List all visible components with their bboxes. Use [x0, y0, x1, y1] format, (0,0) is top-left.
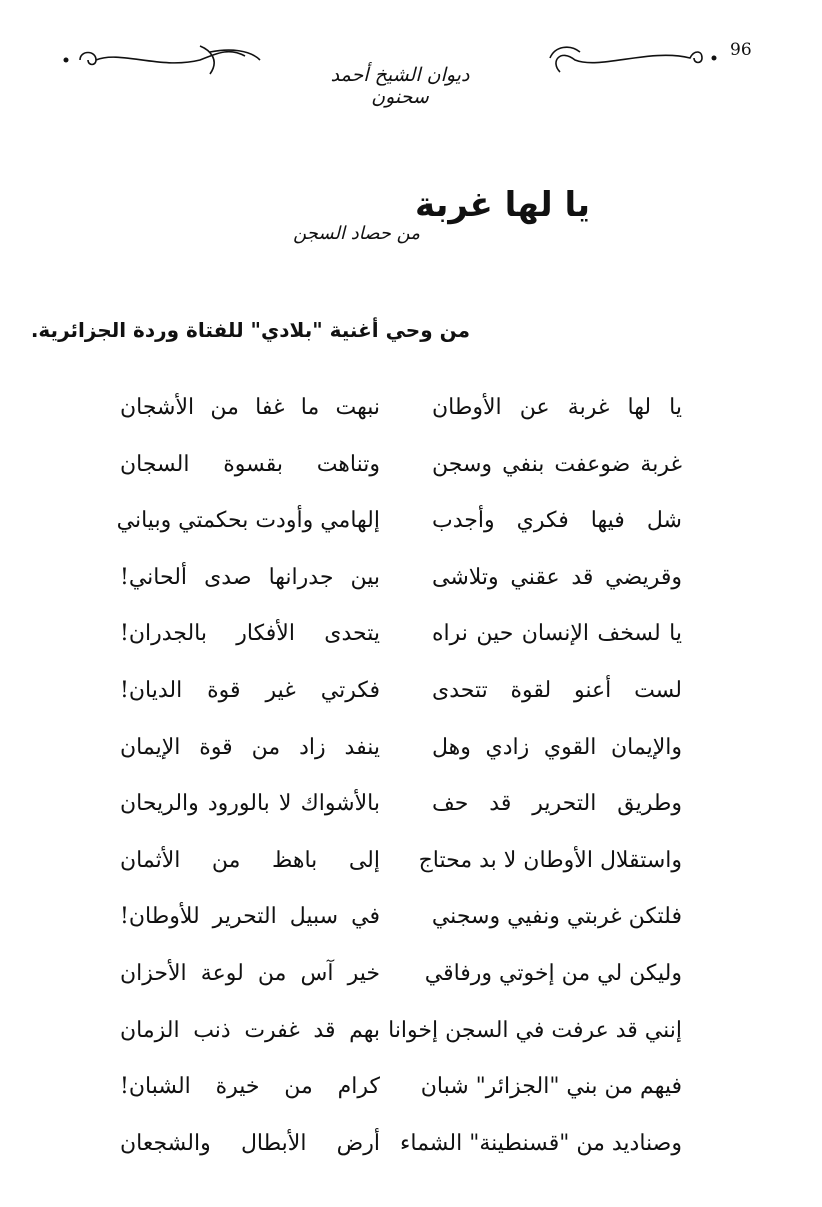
- verse-second-hemistich: فكرتي غير قوة الديان!: [120, 677, 380, 703]
- verse-first-hemistich: واستقلال الأوطان لا بد محتاج: [418, 847, 682, 873]
- verse-second-hemistich: بين جدرانها صدى ألحاني!: [120, 564, 380, 590]
- verse: [110, 445, 710, 502]
- verse-first-hemistich: فلتكن غربتي ونفيي وسجني: [431, 904, 682, 930]
- poem-title-block: [150, 185, 590, 255]
- right-ornament: [540, 38, 720, 78]
- verse: [110, 388, 710, 445]
- verse: [110, 558, 710, 615]
- verse: [110, 1067, 710, 1124]
- verse-first-hemistich: فيهم من بني "الجزائر" شبان: [420, 1074, 682, 1100]
- verse: [110, 784, 710, 841]
- verse: [110, 1124, 710, 1181]
- left-ornament: [60, 40, 270, 80]
- poem-subtitle: من حصاد السجن: [293, 223, 420, 244]
- poem-body: [110, 388, 710, 1180]
- verse-second-hemistich: وتناهت بقسوة السجان: [120, 451, 380, 477]
- page-header: [0, 28, 822, 108]
- page-number: 96: [730, 40, 752, 60]
- verse-first-hemistich: يا لسخف الإنسان حين نراه: [432, 621, 682, 647]
- verse: [110, 897, 710, 954]
- verse-first-hemistich: وقريضي قد عقني وتلاشى: [432, 564, 682, 590]
- verse-first-hemistich: وليكن لي من إخوتي ورفاقي: [424, 960, 682, 986]
- verse-first-hemistich: غربة ضوعفت بنفي وسجن: [432, 451, 682, 477]
- verse-first-hemistich: شل فيها فكري وأجدب: [432, 508, 682, 534]
- verse-second-hemistich: خير آس من لوعة الأحزان: [120, 960, 380, 986]
- verse: [110, 728, 710, 785]
- verse-second-hemistich: بهم قد غفرت ذنب الزمان: [120, 1017, 380, 1043]
- running-title: ديوان الشيخ أحمد سحنون: [330, 64, 470, 108]
- verse: [110, 671, 710, 728]
- poem-intro: من وحي أغنية "بلادي" للفتاة وردة الجزائرية.: [30, 318, 470, 342]
- verse-second-hemistich: كرام من خيرة الشبان!: [120, 1074, 380, 1100]
- verse: [110, 501, 710, 558]
- verse-first-hemistich: إنني قد عرفت في السجن إخوانا: [388, 1017, 682, 1043]
- verse-first-hemistich: والإيمان القوي زادي وهل: [432, 734, 682, 760]
- verse-second-hemistich: يتحدى الأفكار بالجدران!: [120, 621, 380, 647]
- verse: [110, 954, 710, 1011]
- verse: [110, 614, 710, 671]
- verse-first-hemistich: لست أعنو لقوة تتحدى: [432, 677, 682, 703]
- verse-first-hemistich: يا لها غربة عن الأوطان: [432, 395, 682, 420]
- verse-second-hemistich: في سبيل التحرير للأوطان!: [120, 904, 380, 930]
- poem-title: يا لها غربة: [415, 185, 590, 225]
- verse-second-hemistich: أرض الأبطال والشجعان: [120, 1130, 380, 1156]
- verse-second-hemistich: ينفد زاد من قوة الإيمان: [120, 734, 380, 760]
- verse: [110, 841, 710, 898]
- verse-second-hemistich: إلهامي وأودت بحكمتي وبياني: [116, 508, 380, 534]
- verse-second-hemistich: إلى باهظ من الأثمان: [120, 847, 380, 873]
- verse: [110, 1011, 710, 1068]
- verse-first-hemistich: وطريق التحرير قد حف: [432, 791, 682, 817]
- verse-first-hemistich: وصناديد من "قسنطينة" الشماء: [400, 1130, 682, 1156]
- verse-second-hemistich: بالأشواك لا بالورود والريحان: [120, 791, 380, 817]
- verse-second-hemistich: نبهت ما غفا من الأشجان: [120, 395, 380, 420]
